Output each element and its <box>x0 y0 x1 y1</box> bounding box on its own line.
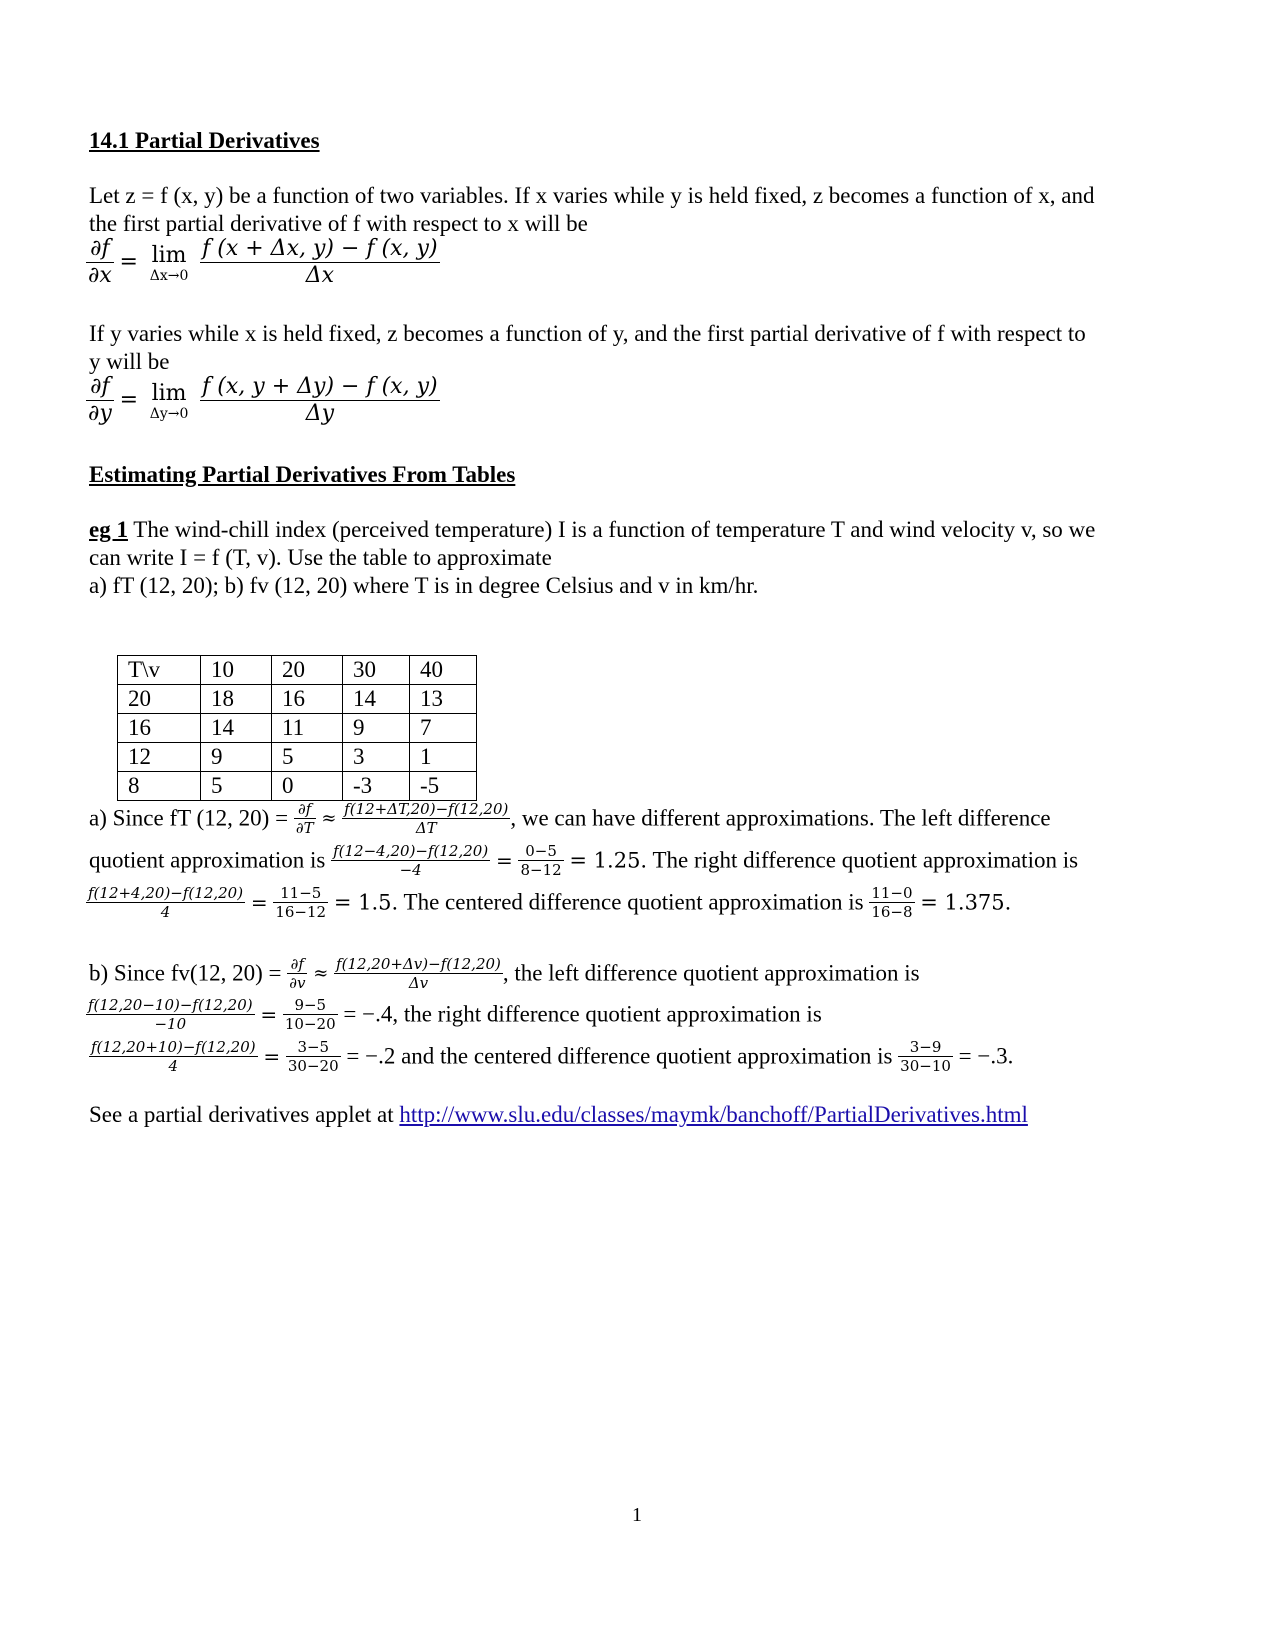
table-cell: 20 <box>118 685 201 714</box>
part-b-derivative: $\frac{\partial f}{\partial v}$ <box>289 955 306 992</box>
table-row <box>118 685 477 714</box>
table-cell: 14 <box>201 714 272 743</box>
example-line2: can write I = f (T, v). Use the table to approximate <box>89 545 552 570</box>
part-a-left-quotient: $\frac{f(12-4,20)-f(12,20)}{-4}$ <box>333 842 489 879</box>
formula-x-equals: = <box>119 249 138 275</box>
formula-y-limit: lim Δy→0 <box>149 380 189 422</box>
table-cell: 9 <box>201 743 272 772</box>
table-cell: 0 <box>272 772 343 801</box>
table-cell: 5 <box>201 772 272 801</box>
formula-partial-y <box>86 374 440 427</box>
table-cell: 11 <box>272 714 343 743</box>
table-header-row <box>118 656 477 685</box>
table-cell: 12 <box>118 743 201 772</box>
part-a-right-quotient: $\frac{f(12+4,20)-f(12,20)}{4}$ <box>88 884 244 921</box>
part-b-center-values: $\frac{3-9}{30-10}$ <box>900 1038 951 1075</box>
intro-x-line1: Let z = f (x, y) be a function of two variables. If x varies while y is held fixed, z becomes a function of x, and <box>89 183 1095 208</box>
example-paragraph <box>89 516 1189 600</box>
table-cell: -3 <box>343 772 410 801</box>
example-line1: eg 1 The wind-chill index (perceived temperature) I is a function of temperature T and wind velocity v, so we <box>89 517 1096 542</box>
formula-x-limit: lim Δx→0 <box>149 242 189 284</box>
table-cell: 10 <box>201 656 272 685</box>
part-a-line2: quotient approximation is $\frac{f(12-4,20)-f(12,20)}{-4}$ = $\frac{0-5}{8-12}$ = 1.25. The right difference quotient approximation is <box>89 842 1079 879</box>
page-number: 1 <box>632 1504 642 1526</box>
table-cell: 16 <box>118 714 201 743</box>
table-cell: 7 <box>410 714 477 743</box>
part-b-left-quotient: $\frac{f(12,20-10)-f(12,20)}{-10}$ <box>88 996 253 1033</box>
table-cell: 9 <box>343 714 410 743</box>
part-a-quotient: $\frac{f(12+\Delta T,20)-f(12,20)}{\Delta T}$ <box>344 800 509 837</box>
table-cell: 13 <box>410 685 477 714</box>
part-b-quotient: $\frac{f(12,20+\Delta v)-f(12,20)}{\Delta v}$ <box>336 955 501 992</box>
table-cell: 20 <box>272 656 343 685</box>
part-b-right-values: $\frac{3-5}{30-20}$ <box>287 1038 339 1075</box>
formula-partial-x <box>86 236 440 289</box>
part-b-line2: $\frac{f(12,20-10)-f(12,20)}{-10}$ = $\frac{9-5}{10-20}$ = −.4, the right difference quotient approximation is <box>88 996 822 1033</box>
applet-text: See a partial derivatives applet at <box>89 1102 400 1127</box>
part-b-right-quotient: $\frac{f(12,20+10)-f(12,20)}{4}$ <box>91 1038 256 1075</box>
part-b-line3: $\frac{f(12,20+10)-f(12,20)}{4}$ = $\frac{3-5}{30-20}$ = −.2 and the centered difference quotient approximation is $\frac{3-9}{30-10}$ = −.3. <box>91 1038 1014 1075</box>
example-label: eg 1 <box>89 517 128 542</box>
part-a-line3: $\frac{f(12+4,20)-f(12,20)}{4}$ = $\frac{11-5}{16-12}$ = 1.5. The centered difference quotient approximation is $\frac{11-0}{16-8}$ = 1.375. <box>88 884 1012 921</box>
subheading: Estimating Partial Derivatives From Tables <box>89 462 516 487</box>
formula-y-quotient: $\frac{f (x, y + \Delta y) - f (x, y)}{\Delta y}$ <box>202 374 438 426</box>
table-cell: 5 <box>272 743 343 772</box>
example-line3: a) fT (12, 20); b) fv (12, 20) where T is in degree Celsius and v in km/hr. <box>89 573 759 598</box>
part-a-derivative: $\frac{\partial f}{\partial T}$ <box>295 800 314 837</box>
section-title: 14.1 Partial Derivatives <box>89 128 320 153</box>
intro-x-paragraph <box>89 182 1189 238</box>
table-cell: -5 <box>410 772 477 801</box>
intro-y-paragraph <box>89 320 1189 376</box>
part-b-line1: b) Since fv(12, 20) = $\frac{\partial f}{\partial v}$ ≈ $\frac{f(12,20+\Delta v)-f(12,20)}{\Delta v}$ , the left difference quotient approximation is <box>89 955 920 992</box>
formula-y-lhs: $\frac{\partial f}{\partial y}$ <box>88 374 112 426</box>
table-row <box>118 772 477 801</box>
table-cell: 8 <box>118 772 201 801</box>
intro-y-line2: y will be <box>89 349 170 374</box>
formula-x-lhs: $\frac{\partial f}{\partial x}$ <box>88 236 112 288</box>
intro-y-line1: If y varies while x is held fixed, z becomes a function of y, and the first partial derivative of f with respect to <box>89 321 1086 346</box>
applet-line <box>89 1102 1028 1128</box>
formula-x-quotient: $\frac{f (x + \Delta x, y) - f (x, y)}{\Delta x}$ <box>202 236 438 288</box>
part-a-left-values: $\frac{0-5}{8-12}$ <box>520 842 562 879</box>
part-a-center-values: $\frac{11-0}{16-8}$ <box>871 884 913 921</box>
intro-x-line2: the first partial derivative of f with respect to x will be <box>89 211 588 236</box>
part-a-line1: a) Since fT (12, 20) = $\frac{\partial f}{\partial T}$ ≈ $\frac{f(12+\Delta T,20)-f(12,20)}{\Delta T}$ , we can have different approximations. The left difference <box>89 800 1051 837</box>
table-cell: 18 <box>201 685 272 714</box>
table-cell: T\v <box>118 656 201 685</box>
table-cell: 1 <box>410 743 477 772</box>
wind-chill-table <box>117 655 477 801</box>
table-cell: 16 <box>272 685 343 714</box>
table-row <box>118 743 477 772</box>
table-cell: 3 <box>343 743 410 772</box>
part-a-right-values: $\frac{11-5}{16-12}$ <box>275 884 327 921</box>
table-row <box>118 714 477 743</box>
table-cell: 14 <box>343 685 410 714</box>
applet-link[interactable]: http://www.slu.edu/classes/maymk/banchoff/PartialDerivatives.html <box>399 1102 1028 1127</box>
formula-y-equals: = <box>119 387 138 413</box>
part-b-left-values: $\frac{9-5}{10-20}$ <box>284 996 336 1033</box>
table-cell: 30 <box>343 656 410 685</box>
table-cell: 40 <box>410 656 477 685</box>
